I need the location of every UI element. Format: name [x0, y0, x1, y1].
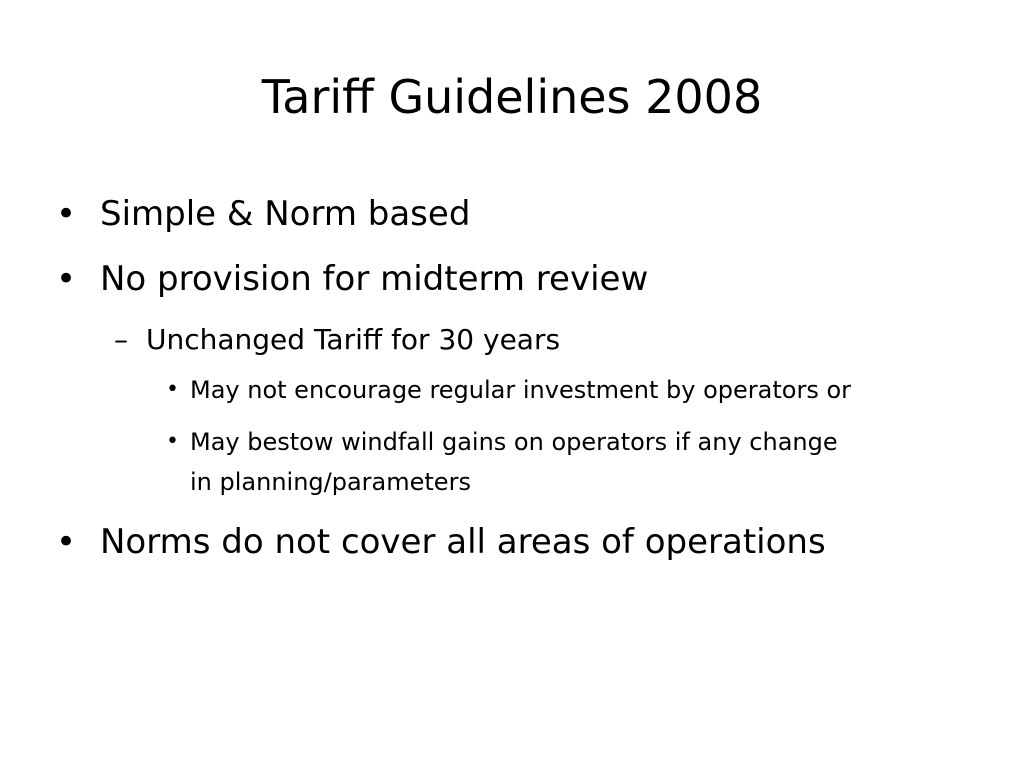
sub-bullet-text: Unchanged Tariff for 30 years	[146, 323, 561, 356]
bullet-dot: •	[56, 259, 77, 299]
dash-marker: –	[114, 323, 128, 356]
bullet-text: Norms do not cover all areas of operations	[100, 522, 826, 562]
sub-sub-bullet-continuation: in planning/parameters	[190, 468, 471, 496]
bullet-dot: •	[166, 429, 179, 454]
slide-title: Tariff Guidelines 2008	[261, 70, 763, 124]
bullet-dot: •	[166, 377, 179, 402]
sub-sub-bullet-text: May not encourage regular investment by operators or	[190, 376, 851, 404]
bullet-dot: •	[56, 522, 77, 562]
bullet-dot: •	[56, 194, 77, 234]
bullet-text: No provision for midterm review	[100, 259, 649, 299]
bullet-text: Simple & Norm based	[100, 194, 471, 234]
sub-sub-bullet-text: May bestow windfall gains on operators if any change	[190, 428, 838, 456]
